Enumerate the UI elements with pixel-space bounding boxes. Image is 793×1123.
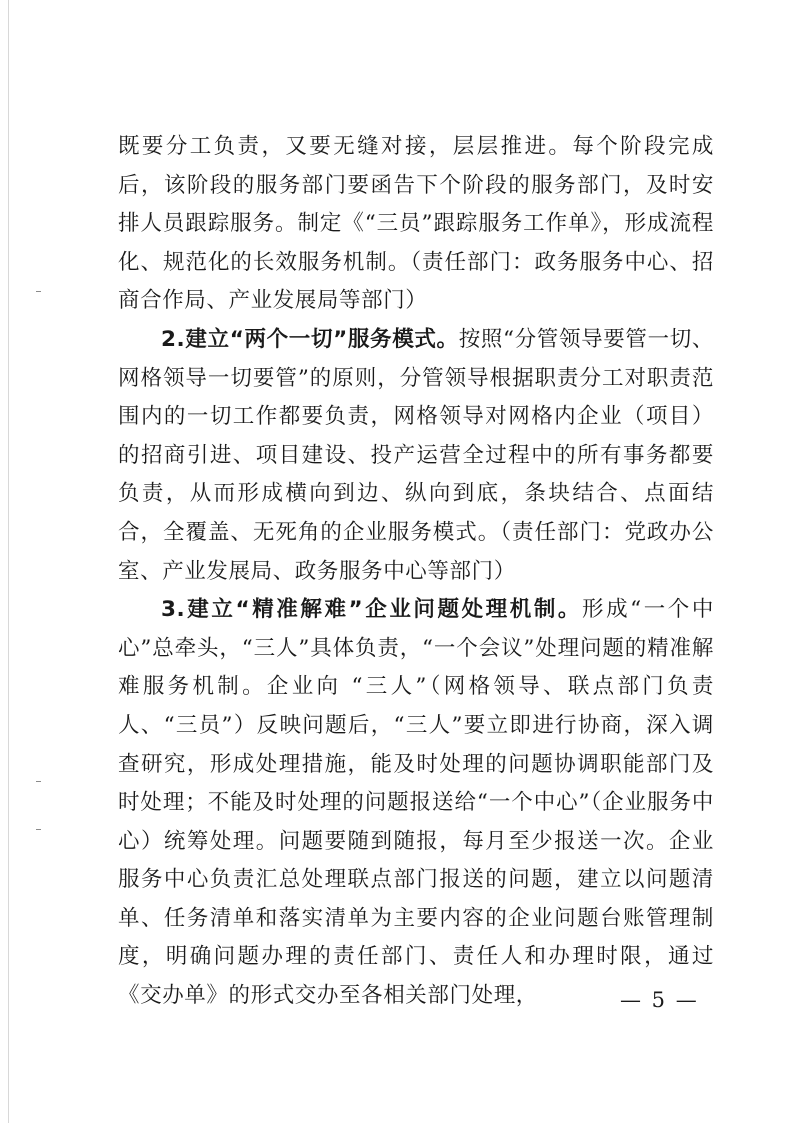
paragraph-2-text: 按照“分管领导要管一切、网格领导一切要管”的原则，分管领导根据职责分工对职责范围内的一切工作都要负责，网格领导对网格内企业（项目）的招商引进、项目建设、投产运营全过程中的所有事务都要负责，从而形成横向到边、纵向到底，条块结合、点面结合，全覆盖、无死角的企业服务模式。（责任部门：党政办公室、产业发展局、政务服务中心等部门） <box>118 326 714 584</box>
scan-edge <box>8 0 9 1123</box>
scan-mark <box>36 291 41 292</box>
paragraph-3 <box>118 591 714 1016</box>
paragraph-2 <box>118 321 714 591</box>
body-text <box>118 128 714 1016</box>
page-number: — 5 — <box>620 988 699 1012</box>
scan-mark <box>36 829 41 830</box>
paragraph-1-text: 既要分工负责，又要无缝对接，层层推进。每个阶段完成后，该阶段的服务部门要函告下个阶段的服务部门，及时安排人员跟踪服务。制定《“三员”跟踪服务工作单》，形成流程化、规范化的长效服务机制。（责任部门：政务服务中心、招商合作局、产业发展局等部门） <box>118 134 714 314</box>
paragraph-1 <box>118 128 714 321</box>
paragraph-3-heading: 3.建立“精准解难”企业问题处理机制。 <box>161 597 582 623</box>
paragraph-2-heading: 2.建立“两个一切”服务模式。 <box>161 326 459 352</box>
scan-mark <box>36 781 41 782</box>
paragraph-3-text: 形成“一个中心”总牵头，“三人”具体负责，“一个会议”处理问题的精准解难服务机制。企业向 “三人”（网格领导、联点部门负责人、“三员”）反映问题后，“三人”要立即进行协商，深入调查研究，形成处理措施，能及时处理的问题协调职能部门及时处理；不能及时处理的问题报送给“一个中心”（企业服务中心）统筹处理。问题要随到随报，每月至少报送一次。企业服务中心负责汇总处理联点部门报送的问题，建立以问题清单、任务清单和落实清单为主要内容的企业问题台账管理制度，明确问题办理的责任部门、责任人和办理时限，通过《交办单》的形式交办至各相关部门处理， <box>118 597 714 1009</box>
